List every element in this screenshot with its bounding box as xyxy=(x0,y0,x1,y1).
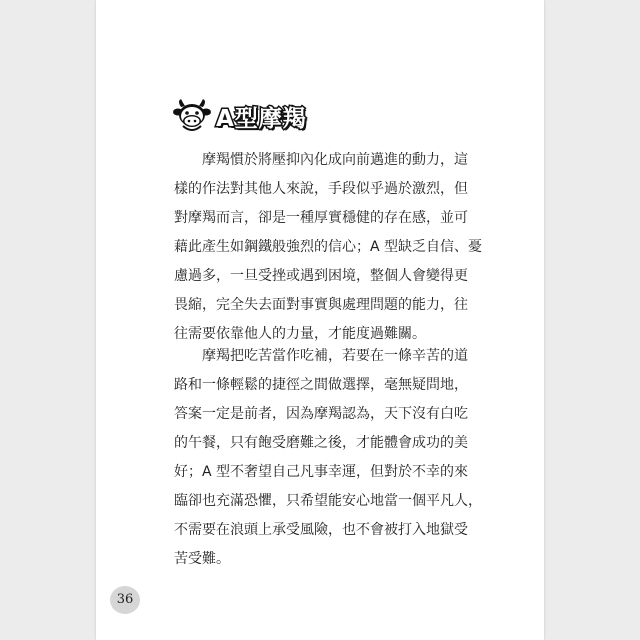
cow-face-icon xyxy=(172,98,212,134)
paragraph-2 xyxy=(174,342,482,574)
paragraph-line: 往需要依靠他人的力量，才能度過難關。 xyxy=(174,326,426,342)
paragraph-line: 畏縮，完全失去面對事實與處理問題的能力，往 xyxy=(174,297,468,313)
paragraph-line: 摩羯慣於將壓抑內化成向前邁進的動力，這 xyxy=(202,152,468,168)
paragraph-line: 藉此產生如鋼鐵般強烈的信心；A 型缺乏自信、憂 xyxy=(174,239,483,255)
section-heading xyxy=(172,96,307,136)
paragraph-line: 摩羯把吃苦當作吃補，若要在一條辛苦的道 xyxy=(202,348,468,364)
page-number: 36 xyxy=(110,586,140,614)
paragraph-line: 臨卻也充滿恐懼，只希望能安心地當一個平凡人， xyxy=(174,493,482,509)
paragraph-line: 不需要在浪頭上承受風險，也不會被打入地獄受 xyxy=(174,522,468,538)
paragraph-line: 對摩羯而言，卻是一種厚實穩健的存在感，並可 xyxy=(174,210,468,226)
paragraph-line: 苦受難。 xyxy=(174,551,230,567)
paragraph-line: 答案一定是前者，因為摩羯認為，天下沒有白吃 xyxy=(174,406,468,422)
paragraph-line: 慮過多，一旦受挫或遇到困境，整個人會變得更 xyxy=(174,268,468,284)
section-title: A型摩羯 xyxy=(216,105,307,132)
book-page xyxy=(96,0,544,640)
paragraph-line: 好；A 型不奢望自己凡事幸運，但對於不幸的來 xyxy=(174,464,469,480)
paragraph-1 xyxy=(174,146,483,349)
paragraph-line: 路和一條輕鬆的捷徑之間做選擇，毫無疑問地， xyxy=(174,377,468,393)
paragraph-line: 的午餐，只有飽受磨難之後，才能體會成功的美 xyxy=(174,435,468,451)
paragraph-line: 樣的作法對其他人來說，手段似乎過於激烈，但 xyxy=(174,181,468,197)
